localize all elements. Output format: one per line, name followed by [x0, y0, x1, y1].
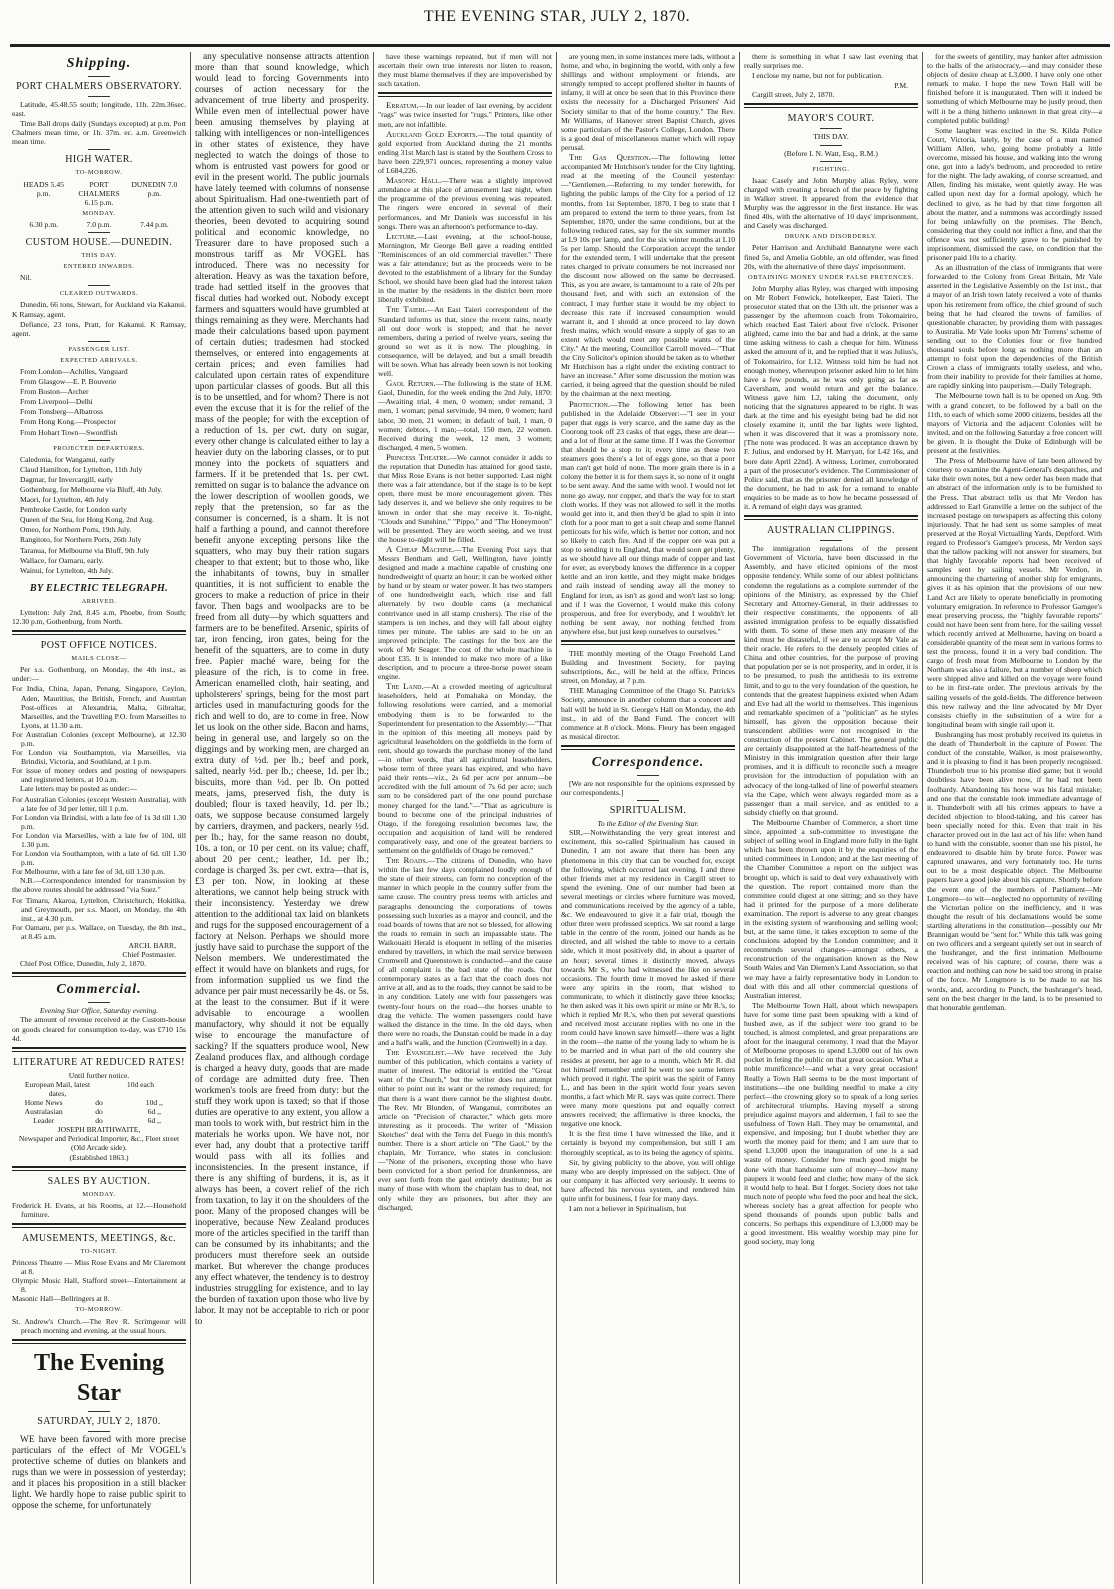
paragraph-text: —The Evening Post says that Messrs Bentham and Gell, Wellington, have jointly designed and made a machine capable of crushing one hundredweight of quartz an hour; it can be worked either by hand or by steam or water power. It has two stampers of one hundredweight each, which rise and fall alternately by two double cams (a mechanical contrivance used in all stamp crushers). The rise of the stampers is ten inches, and they will fall about eighty times per minute. The tables are said to be on an improved principle. The castings for the box are the work of Mr Seager. The cost of the whole machine is about £35. It is intended to make two more of a like description, and to procure a three-horse power steam engine.	[378, 544, 552, 682]
subheading: DRUNK AND DISORDERLY.	[784, 233, 878, 241]
newspaper-columns	[8, 52, 1110, 1584]
paragraph: I enclose my name, but not for publication.	[752, 71, 883, 81]
article-headline: SPIRITUALISM.	[609, 805, 687, 817]
paragraph-text: —We cannot consider it adds to the reputation that Dunedin has attained for good taste, that Miss Rose Evans is not better supported. Last night there was a fair attendance, but if the stage is to be kept open, there must be more encouragement given. This lady deserves it, and we believe she only requires to be known in order that she may receive it. To-night, "Clouds and Sunshine," "Pippo," and "The Honeymoon" will be presented. They are worth seeing, and we trust the house to-night will be filled.	[378, 452, 553, 544]
table-row	[12, 220, 186, 229]
leader-paragraph: WE have been favored with more precise particulars of the effect of Mr VOGEL's protective scheme of duties on blankets and rugs than we were in possession of yesterday; and it places his proposition in a still blacker light. We hardly hope to raise public spirit to oppose the scheme, for unfortunately	[12, 1434, 186, 1511]
paragraph: for the sweets of gentility, may hanker after admission to the halls of the aristocracy,—and may consider these objects of desire cheap at L3,000. I have only one other remark to make. I hope the new Town Hall will be finished before it is inaugurated. Then will it indeed be something of which Melbourne may be justly proud, then will it be a thing hitherto unknown in that great city—a completed public building!	[927, 52, 1102, 125]
paragraph: Nil.	[20, 273, 32, 283]
paragraph: have these warnings repeated, but if men will not ascertain their own true interests nor listen to reason, they must blame themselves if they are impoverished by such taxation.	[378, 52, 552, 89]
italic-line: To the Editor of the Evening Star.	[597, 819, 699, 829]
column-6	[923, 52, 1106, 1584]
article-headline: CUSTOM HOUSE.—DUNEDIN.	[25, 237, 173, 249]
subheading: ARRIVED.	[81, 597, 117, 605]
paragraph-lead: Lecture.	[386, 230, 417, 241]
table-cell: HEADS 5.45 p.m.	[23, 179, 64, 198]
notice-item: For London via Marseilles, with a late fee of 10d, till 1.30 p.m.	[12, 830, 186, 849]
paragraph: Taranua, for Melbourne via Bluff, 9th July	[20, 545, 150, 555]
paragraph: Bushranging has most probably received its quietus in the death of Thunderbolt in the capture of Power. The conduct of the constable, Walker, is most praiseworthy, and it is pleasing to find it has been properly recognised. Thunderbolt true to his promise died game; but it would doubtless have been alive now, if he had not been foolhardy. Abandoning his horse was his fatal mistake; and one that the constable took immediate advantage of it. Thunderbolt with all his crimes appears to have a decided objection to blood-taking, and his career has been specially noted for this. Even that trait in his character proved out in the last act of his life: when hand to hand with the constable, sooner than use his pistol, he endeavored to disable him by brute force. Power was captured unawares, and very fortunately too. He turns out to be a most despicable object. The Melbourne papers have a good joke about his capture. Shortly before the event one of the members of Parliament—Mr Longmore—to wit—neglected no opportunity of reviling the Victorian police on the inefficiency, and it was thought the result of his declamations would be some startling alterations in the constitution—possibly our Mr Brannigan would be "sent for." While this talk was going on two officers and a sergeant quietly set out in search of the bushranger, and the first intimation Melbourne received was of his capture; of course, there was a reaction and nothing can now be said too strong in praise of the force. Mr Longmore is to be made to eat his words, and, according to Punch, the bushranger's head, sent on the best charger in the land, is to be presented to that honorable gentleman.	[927, 729, 1102, 1012]
paragraph: From London—Achilles, Vanguard	[20, 366, 128, 376]
signature: Chief Postmaster.	[122, 950, 176, 960]
paragraph	[378, 545, 552, 681]
section-divider	[12, 1339, 186, 1344]
section-heading: Correspondence.	[591, 754, 705, 770]
paragraph	[378, 856, 552, 1047]
paragraph	[378, 379, 552, 452]
short-rule	[88, 440, 110, 441]
paragraph: THE Managing Committee of the Otago St. Patrick's Society, announce in another column that a concert and ball will be held in St. George's Hall on Monday, the 4th inst., in aid of the Band Fund. The concert will commence at 8 o'clock. Mons. Fleury has been engaged as musical director.	[561, 686, 735, 741]
paragraph: Isaac Casely and John Murphy alias Ryley, were charged with creating a breach of the peace by fighting in Walker street. It appeared from the evidence that Murphy was the aggressor in the first instance. He was fined 40s, with the alternative of 10 days' imprisonment, and Casely was discharged.	[744, 175, 918, 231]
subheading: TO-MORROW.	[75, 1306, 123, 1314]
subheading: PASSENGER LIST.	[68, 345, 130, 353]
subheading: MONDAY.	[82, 1190, 116, 1198]
subheading: THIS DAY.	[81, 252, 117, 260]
section-divider	[12, 630, 186, 635]
paragraph	[378, 453, 552, 544]
table-cell: do	[95, 1097, 103, 1107]
section-heading: Commercial.	[56, 982, 142, 998]
paragraph: From Liverpool—Delhi	[20, 397, 93, 407]
article-headline: SALES BY AUCTION.	[47, 1175, 151, 1187]
paragraph: The Press of Melbourne have of late been allowed by courtesy to examine the Agent-General's despatches, and take their own notes, but a new order has been made that an abstract of the information only is to be furnished to the Press. That abstract tells us that Mr Verdon has addressed to Earl Granville a letter on the subject of the increased postage on newspapers as affecting this colony injuriously. That he had sent us some samples of meat preserved at the Royal Victualling Yards, Deptford. With regard to Professor's Gamgee's process, Mr Verdon says that the tallow packing will not answer for steamers, but that highly favorable reports had been received of samples sent by sailing vessels. Mr Verdon, in announcing the chartering of another ship for emigrants, gives it as his opinion that the provisions of our new Land Act are likely to operate beneficially in promoting voluntary emigration. In reference to Professor Gamgee's meat preserving process, the "highly favorable reports" could not have been sent from here, for the sailing vessel which recently arrived at Melbourne, having on board a considerable quantity of the meat sent in various forms to test the process, found it in a very bad condition. The cargo of fresh meat from Melbourne to London by the Northam was also a failure, but a number of sheep which were shipped alive and killed on the voyage were found to be in first-rate order. The previous arrivals by the sailing vessels of the gold-fields. The difference between this new railway and the line advocated by Mr Dyer consists chiefly in the substitution of a wire for a longitudinal beam with single rail upon it.	[927, 456, 1102, 729]
column-4	[557, 52, 740, 1584]
paragraph: I am not a believer in Spiritualism, but	[569, 1204, 687, 1214]
subheading: MAILS CLOSE—	[71, 655, 127, 663]
section-divider	[378, 92, 552, 97]
column-3	[374, 52, 557, 1584]
paragraph: Wallace, for Oamaru, early.	[20, 555, 104, 565]
centered-line: (Established 1863.)	[69, 1152, 129, 1162]
paragraph	[561, 153, 735, 399]
paragraph-text: —There was a slightly improved attendance at this place of amusement last night, when the programme of the previous evening was repeated. The ringers were encored in several of their performances, and Mr Daniels was successful in his songs. There was an afternoon's performance to-day.	[378, 176, 552, 231]
subheading: PROJECTED DEPARTURES.	[53, 444, 145, 452]
column-2	[191, 52, 374, 1584]
article-headline: PORT CHALMERS OBSERVATORY.	[16, 81, 182, 92]
paragraph	[561, 400, 735, 636]
table-cell: PORT CHALMERS 6.15 p.m.	[78, 179, 120, 207]
table-cell: 10d each	[126, 1079, 155, 1089]
article-headline: POST OFFICE NOTICES.	[40, 640, 158, 652]
subheading: ENTERED INWARDS.	[63, 263, 135, 271]
article-headline: SATURDAY, JULY 2, 1870.	[37, 1415, 161, 1427]
paragraph-lead: Masonic Hall.	[386, 175, 442, 186]
article-headline: AMUSEMENTS, MEETINGS, &c.	[21, 1232, 177, 1244]
notice-item: For London via Southampton, with a late of 6d. till 1.30 p.m.	[12, 849, 186, 868]
paragraph: Pembroke Castle, for London early	[20, 505, 127, 515]
section-heading: Shipping.	[66, 56, 132, 71]
table-cell: 7.44 p.m.	[139, 219, 169, 229]
masthead-title: THE EVENING STAR, JULY 2, 1870.	[423, 8, 691, 25]
paragraph: Per s.s. Gothenburg, on Monday, the 4th inst., as under:—	[12, 665, 186, 684]
paragraph: Sir, by giving publicity to the above, you will oblige many who are deeply impressed on the subject. One of our company it has affected very seriously. It seems to have affected his nervous system, and rendered him quite unfit for business, I fear for many days.	[561, 1157, 735, 1203]
paragraph-text: —An East Taieri correspondent of the Standard informs us that, since the recent rains, nearly all out door work is stopped; and that he never remembers, during a period of twelve years, seeing the ground so wet as it is now. The ploughing, in consequence, will be delayed, and but a small breadth will be sown. What has already been sown is not looking well.	[378, 305, 552, 379]
short-rule	[637, 775, 659, 776]
paragraph-lead: The Taieri.	[386, 304, 427, 315]
table-cell: Leader	[33, 1116, 55, 1126]
centered-line: THIS DAY.	[813, 132, 849, 142]
paragraph: N.B.—Correspondence intended for transmission by the above routes should be addressed "via Suez."	[12, 876, 186, 895]
leader-paragraph: any speculative nonsense attracts attention more than that sound knowledge, which would lead to forcing Governments into courses of action necessary for the advancement of true liberty and prosperity. While even men of intellectual power have been amusing themselves by playing at talking with intelligences or non-intelligences in other states of existence, they have neglected to watch the doings of those to whom is entrusted vast powers for good or evil in the present world. The public journals have lately teemed with columns of nonsense about Spiritualism. Had one-twentieth part of the attention given to such wild and visionary theories, been devoted to acquiring sound political and economic knowledge, no Treasurer dare to have proposed such a monstrous tariff as Mr VOGEL has introduced. There was no necessity for alteration. Heavy as was the taxation before, trade had settled itself in the grooves that fiscal duties had worked out. Nobody except farmers and squatters would have grumbled at things remaining as they were. Merchants had made their calculations based upon payment of certain duties; tradesmen had stocked themselves, or entered into engagements at certain prices; and even families had calculated upon certain rates of expenditure upon particular classes of goods. But all this is to be unsettled, and for whom? There is not even the excuse that it is for the relief of the mass of the people; for with the exception of a reduction of 1s. per cwt. duty on sugar, every other change is calculated either to lay a heavier duty on the laboring classes, or to put money into the pockets of squatters and farmers. If it be pretended that 1s. per cwt. remitted on sugar is to balance the advance on the lower description of woollen goods, we reply that the pretension, so far as the consumer is concerned, is a sham. It is not half a farthing a pound, and cannot therefore benefit anyone excepting persons like the squatters, who may buy their ration sugars cheaper to that extent; but to those who, like the inhabitants of towns, buy in smaller quantities, it is not sufficient to enable the grocers to make a reduction of price in their favor. Then bags and woolpacks are to be freed from all duty—by which squatters and farmers are to be benefited. Arsenic, spirits of tar, iron fencing, iron gates, being for the benefit of the squatters, are to come in duty free. Papier maché ware, being for the pleasure of the rich, is to come in free. American enamelled cloth, hair seating, and upholsterers' springs, being for the most part articles used in manufacturing goods for the rich and well to do, are to come in free. Now let us look on the other side. Bacon and hams, being in general use, and largely so on the diggings and by working men, are charged an extra duty of ½d. per lb.; beef and pork, salted, nearly ½d. per lb.; cheese, 1d. per lb.; biscuits, more than ½d. per lb. On potted meats, jams, preserved fish, the duty is doubled; flour is taxed heavily, 1d. per lb.; oats, we suppose because consumed largely by carriers, draymen, and packers, nearly ½d. per lb.; hay, for the same reason no doubt, 10s. a ton, or 10 per cent. on its value; chaff, about 20 per cent.; leather, 1d. per lb.; cordage is charged 3s. per cwt. extra—that is, £3 per ton. Now, in looking at these alterations, we cannot help being struck with their inconsistency. Yesterday we drew attention to the additional tax laid on blankets and rugs for the supposed encouragement of a factory at Nelson. Perhaps we should more justly have said to purchase the support of the Nelson members. We underestimated the effect it would have on blankets and rugs, for from information supplied us we find the advance per pair must necessarily be 4s. or 5s. at the least to the consumer. But if it were advisable to encourage a woollen manufactory, why should it not be equally wise to encourage the manufacture of sacking? If the squatters produce wool, New Zealand produces flax, and although cordage is charged a heavy duty, goods that are made of cordage are admitted duty free. Then workmen's tools are freed from duty: but the stuff they work upon is taxed; so that if those duties are operative to any extent, you allow a man tools to work with, but restrict him in the materials he works upon. We have not, nor ever had, any doubt that a protective tariff would pass with all its follies and inconsistencies. In the present instance, if there is any shifting of burdens, it is, as it always has been, a covert relief of the rich from taxation, to lay it on the shoulders of the poor. Many of the proposed changes will be inoperative, because New Zealand produces more of the articles specified in the tariff than can be consumed by its inhabitants; and the producers must therefore seek an outside market. But wherever the change produces any effect whatever, the tendency is to destroy industries struggling for existence, and to lay the burden of taxation upon those who live by labor. It may not be acceptable to rich or poor to	[195, 52, 369, 1327]
section-divider	[744, 515, 918, 520]
centered-line: JOSEPH BRAITHWAITE,	[57, 1125, 141, 1135]
notice-item: For Melbourne, with a late fee of 3d, till 1.30 p.m.	[12, 867, 165, 877]
short-rule	[88, 232, 110, 233]
paragraph: Chief Post Office, Dunedin, July 2, 1870.	[20, 959, 146, 969]
centered-line: (Before I. N. Watt, Esq., R.M.)	[784, 148, 878, 158]
paragraph: Claud Hamilton, for Lyttelton, 11th July	[20, 464, 143, 474]
paragraph: It is the first time I have witnessed the like, and it certainly is beyond my comprehension, but still I am thoroughly sceptical, as to its being the agency of spirits.	[561, 1129, 735, 1157]
article-headline: MAYOR'S COURT.	[787, 113, 875, 125]
paragraph-text: —The citizens of Dunedin, who have within the last few days complained loudly enough of the state of their streets, can form no conception of the manner in which people in the country suffer from the same cause. The country press teems with articles and paragraphs denouncing the corporations of towns possessing such luxuries as a mayor and council, and the road boards of towns that are not so blessed, for allowing the roads to remain in such an impassable state. The Waikouaiti Herald is eloquent in telling of the miseries endured by travellers, in which the mail service between Cromwell and Queenstown is conducted—and the cause of all complaint is the bad state of the roads. Our contemporary states as a fact that the coach does not arrive at all, and as to the roads, they cannot be said to be in any condition. Lately one with four passengers was twenty-four hours on the road—the horses unable to drag the vehicle. The women passengers could have walked the distance in the time. In the old days, when there were no roads, the Dunstan could be made in a day and a half's walk, and the Junction (Cromwell) in a day.	[378, 856, 552, 1047]
paragraph: The Melbourne Town Hall, about which newspapers have for some time past been speaking with a kind of hushed awe, as if the subject were too grand to be touched, is almost completed, and great preparations are afoot for the inaugural ceremony. I read that the Mayor of Melbourne proposes to spend L3,000 out of his own pocket in feting the public on that great occasion. What a noble munificence!—and what a very great occasion! Really a Town Hall seems to be the most important of institutions—the one building needful to make a city perfect—the crowning glory so to speak of a long series of architectural triumphs. Having myself a strong prejudice against mayors and aldermen, I fail to see the usefulness of Town Hall. They may be ornamental, and expensive, and imposing; but I doubt whether they are worth the money paid for them; and I am sure that to spend L3,000 upon the inauguration of one is a sad waste of money. Consider how much good might be done with that handsome sum of money—how many paupers it would feed and clothe; how many of the sick it would help to heal. But I forget. Society does not take much note of people who feed the poor and heal the sick, whereas society has a great affection for people who spend thousands of pounds upon public balls and concerts. So perhaps this expenditure of L3,000 may be a good investment. His wealthy worship may pine for good society, may long	[744, 1000, 918, 1247]
signature: ARCH. BARR,	[128, 941, 176, 951]
paragraph: there is something in what I saw last evening that really surprises me.	[744, 52, 918, 71]
paragraph: Defiance, 23 tons, Pratt, for Kakanui. K Ramsay, agent.	[12, 319, 186, 338]
table-cell: 6d ,,	[147, 1107, 161, 1117]
short-rule	[820, 540, 842, 541]
paragraph-lead: The Land.	[386, 681, 424, 692]
paragraph: are young men, in some instances mere lads, without a home, and who, in beginning the world, with only a few shillings and without employment or friends, are strongly tempted to accept proffered shelter in haunts of infamy, it will at once be seen that in this Province there exists the necessity for a Discharged Prisoners' Aid Society similar to that of the home country." The Rev. Mr Williams, of Hanover street Baptist Church, gives some particulars of the Pastor's College, London. There is a good deal of miscellaneous matter which will repay perusal.	[561, 52, 735, 152]
article-headline: AUSTRALIAN CLIPPINGS.	[767, 525, 895, 537]
paragraph: Lyttelton: July 2nd, 8.45 a.m, Phoebe, from South; 12.30 p.m, Gothenburg, from North.	[12, 607, 186, 627]
section-divider	[12, 1047, 186, 1052]
table-row	[12, 1098, 186, 1107]
section-divider	[561, 640, 735, 645]
paragraph	[378, 176, 552, 231]
column-1	[8, 52, 191, 1584]
paragraph: The immigration regulations of the present Government of Victoria, have been discussed in the Assembly, and have elicited opinions of the most opposite tendency. While some of our ablest politicians condemn the regulations as a complete surrender of the opinions of the Ministry, as expressed by the Chief Secretary and Attorney-General, in their addresses to their respective constituents, the opponents of all assisted immigration profess to be equally dissatisfied with them. To some of these men any measure of the kind must be distasteful, if we are to accept Mr Vale as their oracle. He refers to the densely peopled cities of China and other countries, for the purpose of proving that population per se is not prosperity, and in order, it is to be presumed, to push the antithesis to its extreme limit, and to go to the very foundation of the question, he contends that the greatest happiness existed when Adam and Eve had all the world to themselves. This ingenious and remarkable specimen of a "politician" as he styles himself, has given the opposition because their transcendent abilities were not recognised in the construction of the present Cabinet. The general public are certainly disappointed at the half-heartedness of the Ministry in this immigration question after their large promises, and it is difficult to reconcile such a meagre provision for the introduction of population with an advocacy of the long-talked of line of powerful steamers via the Cape, which were always regarded more as a passenger than a mail service, and as entitled to a subsidy chiefly on that ground.	[744, 544, 918, 817]
masthead-rule	[10, 44, 1110, 47]
subheading: TO-MORROW.	[75, 169, 123, 177]
article-headline: LITERATURE AT REDUCED RATES!	[13, 1056, 185, 1068]
paragraph-text: —The following letter accompanied Mr Hutchison's tender for the City lighting, read at the meeting of the Council yesterday:—"Gentlemen.—Referring to my tender herewith, for lighting the public lamps of the City for a period of 12 months, from 1st September, 1870, I beg to state that I am prepared to extend the term to three years, from 1st September, 1870, under the same conditions, but at the following reduced rates, say for the six summer months at L9 10s per lamp, and for the six winter months at L10 5s per lamp. Should the Corporation accept the tender for the extended term, I will undertake that the present rates charged to private consumers be not increased nor the discount now allowed on the same be decreased. This, as you are aware, is tantamount to a rate of 20s per thousand feet, and with such an extension of the contract, I may further state it would be my object to decrease this rate if increased consumption would warrant it, and I should at once proceed to lay down fresh mains, which would ensure a supply of gas to an extent which would meet any possible wants of the City." At the meeting, Councillor Carroll moved—"That the City Solicitor's opinion should be taken as to whether Mr Hutchison has a right under the existing contract to have an increase." After some discussion the motion was carried, it being agreed that the question should be ruled by the chairman at the next meeting.	[561, 153, 735, 399]
notice-item: Masonic Hall—Bellringers at 8.	[12, 1294, 110, 1304]
paragraph: Peter Harrison and Archibald Bannatyne were each fined 5s, and Amelia Gobble, an old offender, was fined 20s, with the alternative of three days' imprisonment.	[744, 243, 918, 271]
paragraph: Latitude, 45.48.55 south; longitude, 11h. 22m.36sec. east.	[12, 100, 186, 119]
paragraph: THE monthly meeting of the Otago Freehold Land Building and Investment Society, for paying subscriptions, &c., will be held at the office, Princes street, on Monday, at 7 p.m.	[561, 649, 735, 686]
paragraph: SIR,—Notwithstanding the very great interest and excitement, this so-called Spiritualism has caused in Dunedin, I am not aware that there has been any phenomena in this city that can be vouched for, except the following, which occurred last evening. I and three other friends met at my residence in Cargill street to spend the evening. One of our number had been at several meetings or circles where furniture was moved, and communications received by the agency of a table, &c. We endeavoured to give it a fair trial, though the other three were professed sceptics. We sat round a large table in the centre of the room, joined our hands as he directed, and all wished the table to move to a certain side, which it most positively did, in about a quarter of an hour; several times it distinctly moved, always towards Mr S., who had witnessed the like on several occasions. The fourth time it moved he asked if there were any spirits in the room, that wished to communicate, to which it distinctly gave three knocks; he then asked was it his own spirit or mine or Mr R.'s, to which it replied Mr R.'s, who then put several questions and received most accurate replies with no one in the room could have known save himself—there was a light in the room—the name of the young lady to whom he is to be married and in what part of the old country she resides at present, her age to a month, which Mr R. did not himself remember until he went to see some letters which proved it right. The spirit was the spirit of Fanny L., and has been in the spirit world four years seven months, a fact which Mr R. says was quite correct. There were many more questions put and equally correct answers received; the affirmative is three knocks, the negative one knock.	[561, 828, 735, 1129]
article-headline: BY ELECTRIC TELEGRAPH.	[29, 582, 169, 594]
paragraph-lead: Erratum.	[386, 100, 419, 111]
centered-line: Until further notice.	[68, 1070, 130, 1080]
subheading: TO-NIGHT.	[80, 1247, 118, 1255]
table-cell: Home News	[24, 1097, 63, 1107]
paragraph: The Melbourne Chamber of Commerce, a short time since, appointed a sub-committee to investigate the subject of selling wool in England more fully in the light which has been thrown upon it by the enquiries of the united committees in London; and at the last meeting of the Chamber Committee a report on the subject was brought up, which is said to deal very exhaustively with the question. The report contained more than the committee could digest at one sitting; and so they have had it printed for the purpose of a more deliberate examination. The report is adverse to any great changes in the existing system of warehousing and selling wool; but, at the same time, it takes exception to some of the conclusions adopted by the London committee; and it recommends several changes—amongst others, a reconstruction of the organisation known as the New South Wales and Van Diemen's Land Association, so that we may have a fairly representative body in London to deal with this and all other commercial questions of Australian interest.	[744, 817, 918, 1000]
newspaper-nameplate: The Evening Star	[33, 1349, 165, 1406]
short-rule	[88, 96, 110, 97]
paragraph-text: —In our leader of last evening, by accident "rags" was twice inserted for "rugs." Printers, like other men, are not infallible.	[378, 101, 552, 129]
article-headline: HIGH WATER.	[65, 154, 133, 166]
notice-item: For Australian Colonies (except Melbourne), at 12.30 p.m.	[12, 729, 186, 748]
paragraph	[378, 305, 552, 378]
paragraph-lead: A Cheap Machine.	[386, 543, 455, 554]
paragraph-lead: The Roads.	[386, 855, 428, 866]
paragraph-text: —At a crowded meeting of agricultural leaseholders, held at Pomahaka on Monday, the following resolutions were carried, and a memorial embodying them is to be forwarded to the Superintendent for presentation to the Assembly:—"That in the opinion of this meeting all moneys paid by agricultural leaseholders on the goldfields in the form of rent, should go towards the purchase money of the land—in other words, that all agricultural leaseholders, whose term of three years has expired, and who have paid their rents—viz., 2s 6d per acre per annum—be accredited with the full amount of 7s 6d per acre; such sum to be considered part of the one pound purchase money charged for the land."—"That as agriculture is bound to become one of the principal industries of Otago, if the foregoing resolution becomes law, the occupation and acquisition of land will be rendered comparatively easy, and one of the greatest barriers to settlement on the goldfields of Otago be removed."	[378, 682, 552, 855]
short-rule	[88, 1002, 110, 1003]
short-rule	[820, 128, 842, 129]
paragraph-lead: The Gas Question.	[569, 152, 651, 163]
notice-item: For Australian Colonies (except Western Australia), with a late fee of 3d per letter, till 1 p.m.	[12, 794, 186, 813]
section-divider	[12, 1223, 186, 1228]
short-rule	[88, 285, 110, 286]
table-cell: 10d ,,	[145, 1097, 163, 1107]
paragraph: Some laughter was excited in the St. Kilda Police Court, Victoria, lately, by the case of a man named William Allen, who, going home probably a little overcome, missed his house, and walking into the wrong one, got into a lady's bedroom, and proceeded to retire for the night. The lady awaking, of course screamed, and Allen, finding his mistake, went quietly away. He was called upon next day for a formal apology, which he declined to give, as he had by that time forgotten all about the matter, and a summons was accordingly issued for being unlawfully on the premises. The Bench, considering that they could not inflict a fine, and that the offence was not sufficiently grave to be punished by imprisonment, dismissed the case, on condition that the prisoner paid 10s to a charity.	[927, 125, 1102, 263]
paragraph-text: —The total quantity of gold exported from Auckland during the 21 months ending 31st March last is stated by the Southern Cross to have been 229,971 ounces, representing a money value of L684,226.	[378, 129, 552, 176]
paragraph: Queen of the Sea, for Hong Kong, 2nd Aug.	[20, 515, 154, 525]
paragraph	[378, 232, 552, 305]
paragraph: Wainui, for Lyttelton, 4th July.	[20, 565, 114, 575]
paragraph: Omeo, for Northern Ports, 19th July.	[20, 525, 132, 535]
paragraph: The Melbourne town hall is to be opened on Aug. 9th with a grand concert, to be followed by a ball on the 11th, to each of which some 2000 citizens, besides all the mayors of Victoria and the adjacent Colonies will be invited, and on the following Saturday a free concert will be given. It is thought the Duke of Edinburgh will be present at the festivities.	[927, 391, 1102, 456]
paragraph: Gothenburg, for Melbourne via Bluff, 4th July.	[20, 485, 163, 494]
section-divider	[561, 745, 735, 750]
paragraph: From Boston—Archer	[20, 387, 89, 397]
paragraph: Dagmar, for Invercargill, early	[20, 474, 113, 484]
short-rule	[88, 149, 110, 150]
notice-item: St. Andrew's Church.—The Rev R. Scrimgeour will preach morning and evening, at the usual hours.	[12, 1316, 186, 1335]
paragraph: The amount of revenue received at the Custom-house on goods cleared for consumption to-day, was £710 15s 4d.	[12, 1015, 186, 1043]
notice-item: Olympic Music Hall, Stafford street—Entertainment at 8.	[12, 1276, 186, 1295]
section-divider	[744, 103, 918, 108]
notice-item: For London via Southampton, via Marseilles, via Brindisi, Victoria, and Southland, at 1 p.m.	[12, 748, 186, 767]
table-cell: European Mail, latest dates,	[24, 1079, 91, 1098]
paragraph-lead: Gaol Return.	[386, 378, 436, 389]
notice-item: For Timaru, Akaroa, Lyttelton, Christchurch, Hokitika, and Greymouth, per s.s. Maori, on Monday, the 4th inst., at 4.30 p.m.	[12, 895, 186, 923]
table-cell: do	[95, 1107, 103, 1117]
paragraph-text: —We have received the July number of this publication, which contains a variety of matter of interest. The editorial is entitled the "Great want of the Church," but the writer does not attempt either to point out its want or the remedy required; for that there is a want there cannot be the slightest doubt. The Rev. Mr Blunden, of Wanganui, contributes an article on "Precision of character," which gets more interesting as it proceeds. The writer of "Mission Sketches" deal with the Terra del Fuego in this month's number. There is a short article on "The Gaol," by the chaplain, Mr Torrance, who states in conclusion:—"None of the prisoners, excepting those who have been convicted for a short period for drunkenness, are ever sent forth from the gaol entirely destitute; but as many of those with whom the chaplain has to deal, not only while they are prisoners, but after they are discharged,	[378, 1048, 552, 1212]
notice-item: Princess Theatre — Miss Rose Evans and Mr Claremont at 8.	[12, 1258, 186, 1277]
section-divider	[12, 972, 186, 977]
short-rule	[88, 341, 110, 342]
table-cell: DUNEDIN 7.0 p.m.	[131, 179, 178, 198]
short-rule	[88, 578, 110, 579]
paragraph: Time Ball drops daily (Sundays excepted) at p.m. Port Chalmers mean time, or 1h. 37m. ec. a.m. Greenwich mean time.	[12, 119, 186, 147]
short-rule	[88, 76, 110, 77]
subheading: EXPECTED ARRIVALS.	[60, 356, 138, 364]
table-cell: Australasian	[24, 1107, 63, 1117]
italic-line: Evening Star Office, Saturday evening.	[39, 1006, 159, 1016]
paragraph: Caledonia, for Wanganui, early	[20, 454, 115, 464]
centered-line: Newspaper and Periodical Importer, &c., Fleet street (Old Arcade side).	[18, 1134, 180, 1153]
subheading: FIGHTING.	[812, 165, 850, 173]
paragraph: From Tonsberg—Albatross	[20, 407, 103, 417]
table-row	[12, 1080, 186, 1098]
table-cell: 7.0 p.m.	[86, 219, 112, 229]
paragraph: Late letters may be posted as under:—	[20, 784, 137, 794]
table-row	[12, 1116, 186, 1125]
table-cell: 6d ,,	[147, 1116, 161, 1126]
table-row	[12, 180, 186, 207]
short-rule	[88, 1411, 110, 1412]
paragraph: Rangitoto, for Northern Ports, 26th July	[20, 535, 142, 545]
short-rule	[88, 1431, 110, 1432]
table-cell: 6.30 p.m.	[29, 219, 59, 229]
paragraph: From Glasgow—E. P. Bouverie	[20, 377, 117, 387]
table-cell: do	[95, 1116, 103, 1126]
notice-item: For issue of money orders and posting of newspapers and registered letters, at 10 a.m.	[12, 766, 186, 785]
notice-item: For Oamaru, per p.s. Wallace, on Tuesday, the 8th inst., at 8.45 a.m.	[12, 922, 186, 941]
paragraph: Maori, for Lyttelton, 4th July	[20, 495, 109, 505]
table-row	[12, 1107, 186, 1116]
paragraph-lead: Auckland Gold Exports.	[386, 128, 478, 139]
paragraph-text: —The following letter has been published in the Adelaide Observer:—"I see in your paper that eggs is very scarce, and the same day as the Coorong took off 23 casks of that eggs, these are dear—and a lot of flour at the same time. If I was the Governor that should be a stop to it; every time as these two steamers goes there's a lot of eggs gone, so that a poor man can't get hold of none. The more grain there is in a colony the better it is for them says it, so none of it ought to be sent away. And the same with wool. I would not let none go away, nor copper, and that's the way for to start cloth works. If they was not allowed to sell it the moths would get into it, and then they'd be glad to spin it into cloth for a poor man to get a suit cheap and some flannel petticoats for his wife, which is better nor cotton, and not so likely to catch fire. And if the copper ore was put a stop to sending it to England, that would soon get plenty, as we should have all our things made of copper and last for ever, as everybody knows the difference in a copper kettle and an iron kettle, and they might make bridges and rails instead of sending away all the money to England for iron, as isn't as good and won't last so long; and if I was the Governor, I would make this colony prosperous, and free for everybody, and I wouldn't let nothing be sent away, nor nothing fetched from anywhere else, but just keep ourselves to ourselves."	[561, 399, 735, 636]
paragraph: John Murphy alias Ryley, was charged with imposing on Mr Robert Fenwick, hotelkeeper, East Taieri. The prosecutor stated that on the 13th ult. the prisoner was a passenger by the afternoon coach from Tokomairiro, which reached East Taieri about five o'clock. Prisoner alighted, came into the bar and had a drink, at the same time asking witness to cash a cheque for him. Witness asked the amount of it, and he replied that it was Julius's, of Tokomairiro, for L12. Witness told him he had not enough money, whereupon prisoner asked him to let him have a few pounds, as he was only going as far as Caversham, and would return and get the balance. Witness gave him L2, taking the document, only noticing that the signatures appeared to be right. It was dark at the time and his eyesight being bad he did not closely examine it, until the bar lights were lighted, when it was discovered that it was a promissory note. [The note was produced. It was an acceptance drawn by F. Julius, and endorsed by H. Marryatt, for L42 16s, and bore date April 22nd]. A witness, Lorimer, corroborated a part of the prosecutor's evidence. The Commissioner of Police said, that as the prisoner denied all knowledge of the document, he had to ask for a remand to enable enquiries to be made as to how he became possessed of it. A remand of eight days was granted.	[744, 283, 918, 512]
paragraph	[378, 101, 552, 128]
short-rule	[820, 161, 842, 162]
notice-item: Frederick H. Evans, at his Rooms, at 12.—Household furniture.	[12, 1200, 186, 1219]
paragraph-lead: Protection.	[569, 398, 611, 409]
notice-item: For India, China, Japan, Penang, Singapore, Ceylon, Aden, Mauritius, the British, French, and Austrian Post-offices at Alexandria, Malta, Gibraltar, Marseilles, and the Travelling P.O. from Marseilles to Lyons, at 11.30 a.m.	[12, 684, 186, 730]
paragraph	[378, 682, 552, 855]
paragraph-lead: The Evangelist.	[386, 1047, 447, 1058]
paragraph	[378, 1048, 552, 1212]
signature: P.M.	[894, 81, 908, 91]
subheading: OBTAINING MONEY UNDER FALSE PRETENCES.	[748, 273, 914, 281]
paragraph: From Hobart Town—Swordfish	[20, 427, 118, 437]
paragraph	[378, 130, 552, 175]
short-rule	[820, 145, 842, 146]
subheading: MONDAY.	[82, 209, 116, 217]
short-rule	[637, 800, 659, 801]
column-5	[740, 52, 923, 1584]
paragraph-text: —The following is the state of H.M. Gaol, Dunedin, for the week ending the 2nd July, 1870:—Awaiting trial, 4 men, 0 women; under remand, 3 men, 1 woman; penal servitude, 94 men, 0 women; hard labor, 30 men, 21 women; in default of bail, 1 man, 0 women; debtors, 1 man;—total, 150 men, 22 women. Received during the week, 12 men, 3 women; discharged, 4 men, 5 women.	[378, 379, 552, 452]
paragraph: As an illustration of the class of immigrants that were forwarded to the Colony from Great Britain, Mr Vale asserted in the Legislative Assembly on the 1st inst., that a mayor of an Irish town lately received a vote of thanks upon his retirement from office, the chief ground of such being that he had cleared the towns of families of questionable character, by providing them with passages to Australia. Mr Vale looks upon Mr Torrens' scheme of sending out to the Colonies four or five hundred thousand souls before long as nothing more than an attempt to foist upon the dependencies of the British Crown a class of immigrants totally useless, and who, from their inability to provide for their families at home, are rapidly sinking into pauperism.—Daily Telegraph.	[927, 263, 1102, 391]
subheading: CLEARED OUTWARDS.	[59, 290, 139, 298]
paragraph: Dunedin, 66 tons, Stewart, for Auckland via Kakanui. K Ramsay, agent.	[12, 300, 186, 319]
paragraph: Cargill street, July 2, 1870.	[752, 90, 835, 100]
paragraph: [We are not responsible for the opinions expressed by our correspondents.]	[561, 778, 735, 798]
notice-item: For London via Brindisi, with a late fee of 1s 3d till 1.30 p.m.	[12, 812, 186, 831]
paragraph: From Hong Kong.—Prospector	[20, 417, 116, 427]
paragraph-lead: Princess Theatre.	[386, 451, 450, 462]
paragraph-text: —Last evening, at the school-house, Mornington, Mr George Bell gave a reading entitled "Reminiscences of an old commercial traveller." There was a fair attendance; but as the proceeds were to be devoted to the establishment of a library for the Sunday School, we should have been glad had the interest taken in the matter by the residents in the district been more liberally exhibited.	[378, 231, 552, 305]
section-divider	[12, 1166, 186, 1171]
